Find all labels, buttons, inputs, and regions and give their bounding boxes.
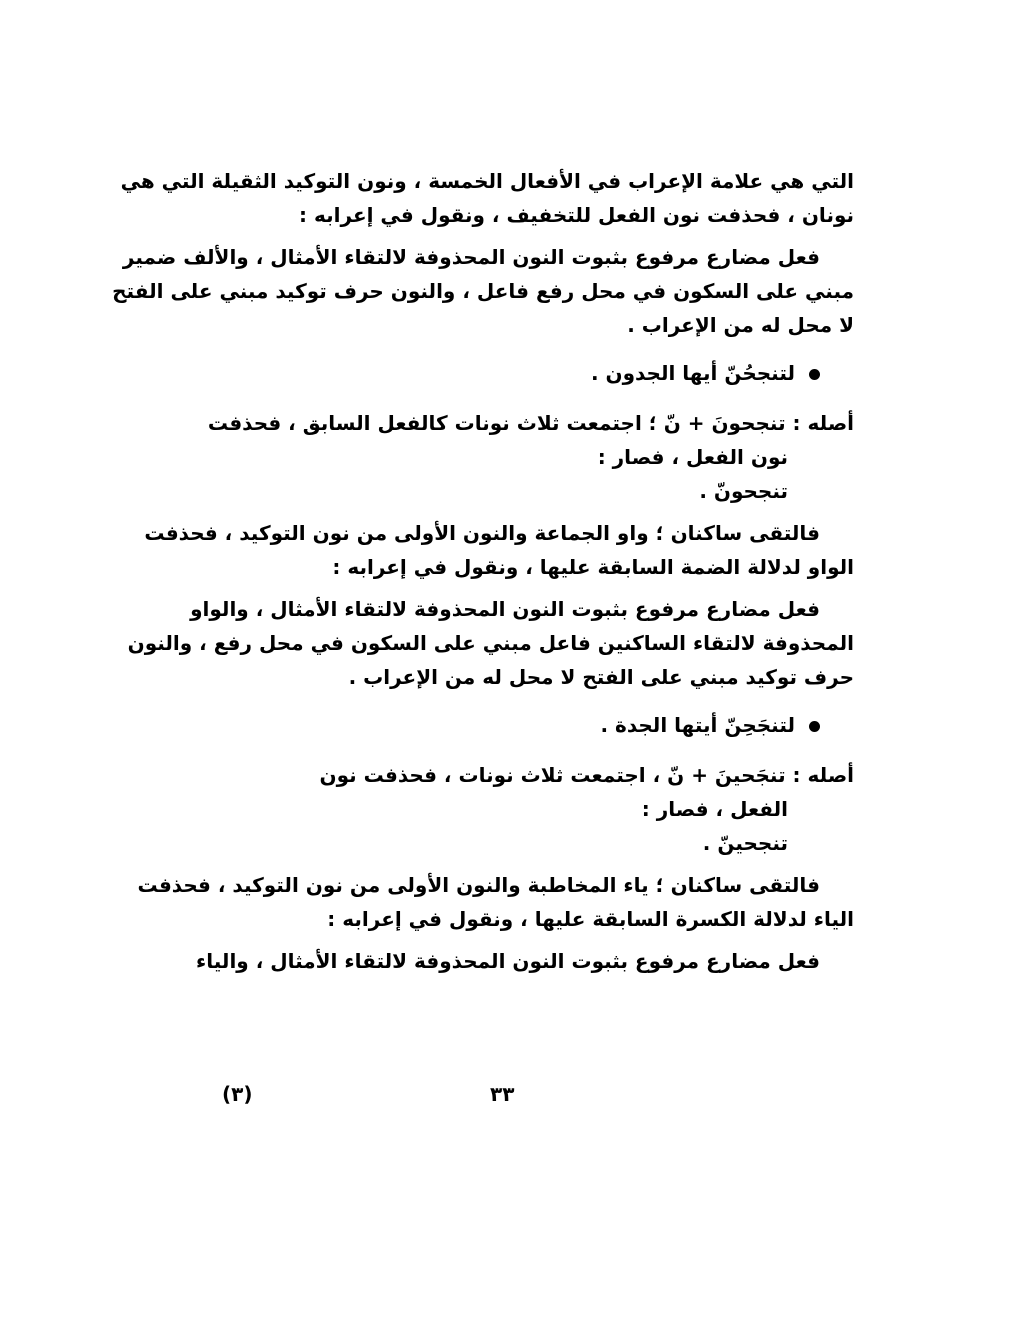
example-bullet-2 <box>186 708 854 742</box>
text-line: تنجحينّ . <box>702 831 788 855</box>
bullet-icon <box>809 721 820 732</box>
paragraph-4 <box>144 516 854 584</box>
bullet-icon <box>809 369 820 380</box>
text-line: فالتقى ساكنان ؛ واو الجماعة والنون الأولى من نون التوكيد ، فحذفت <box>144 521 820 545</box>
text-line: فعل مضارع مرفوع بثبوت النون المحذوفة لالتقاء الأمثال ، والألف ضمير <box>122 245 820 269</box>
text-line: لا محل له من الإعراب . <box>627 313 854 337</box>
bullet-text: لتنجحُنّ أيها الجدون . <box>590 361 795 385</box>
text-line: أصله : تنجحونَ + نّ ؛ اجتمعت ثلاث نونات كالفعل السابق ، فحذفت <box>207 411 854 435</box>
page-footer <box>0 1082 1020 1112</box>
text-line: المحذوفة لالتقاء الساكنين فاعل مبني على السكون في محل رفع ، والنون <box>127 631 854 655</box>
text-line: فالتقى ساكنان ؛ ياء المخاطبة والنون الأولى من نون التوكيد ، فحذفت <box>137 873 820 897</box>
paragraph-2 <box>112 240 854 342</box>
text-line: تنجحونّ . <box>699 479 788 503</box>
paragraph-3 <box>186 406 854 508</box>
text-line: نونان ، فحذفت نون الفعل للتخفيف ، ونقول في إعرابه : <box>299 203 854 227</box>
paragraph-6 <box>186 758 854 860</box>
text-line: أصله : تنجَحينَ + نّ ، اجتمعت ثلاث نونات ، فحذفت نون <box>319 763 854 787</box>
text-line: الواو لدلالة الضمة السابقة عليها ، ونقول في إعرابه : <box>332 555 854 579</box>
text-line: نون الفعل ، فصار : <box>597 445 788 469</box>
paragraph-8 <box>186 944 854 978</box>
bullet-text: لتنجَحِنّ أيتها الجدة . <box>600 713 795 737</box>
text-line: الياء لدلالة الكسرة السابقة عليها ، ونقول في إعرابه : <box>327 907 854 931</box>
page-number: ٣٣ <box>490 1082 515 1106</box>
paragraph-1 <box>120 164 854 232</box>
text-line: حرف توكيد مبني على الفتح لا محل له من الإعراب . <box>348 665 854 689</box>
text-line: التي هي علامة الإعراب في الأفعال الخمسة ، ونون التوكيد الثقيلة التي هي <box>120 169 854 193</box>
paragraph-5 <box>127 592 854 694</box>
example-bullet-1 <box>186 356 854 390</box>
paragraph-7 <box>137 868 854 936</box>
text-line: فعل مضارع مرفوع بثبوت النون المحذوفة لالتقاء الأمثال ، والياء <box>196 949 820 973</box>
signature-mark: (٣) <box>222 1082 253 1106</box>
document-page <box>112 164 854 986</box>
text-line: الفعل ، فصار : <box>641 797 788 821</box>
text-line: مبني على السكون في محل رفع فاعل ، والنون حرف توكيد مبني على الفتح <box>112 279 854 303</box>
text-line: فعل مضارع مرفوع بثبوت النون المحذوفة لالتقاء الأمثال ، والواو <box>190 597 820 621</box>
